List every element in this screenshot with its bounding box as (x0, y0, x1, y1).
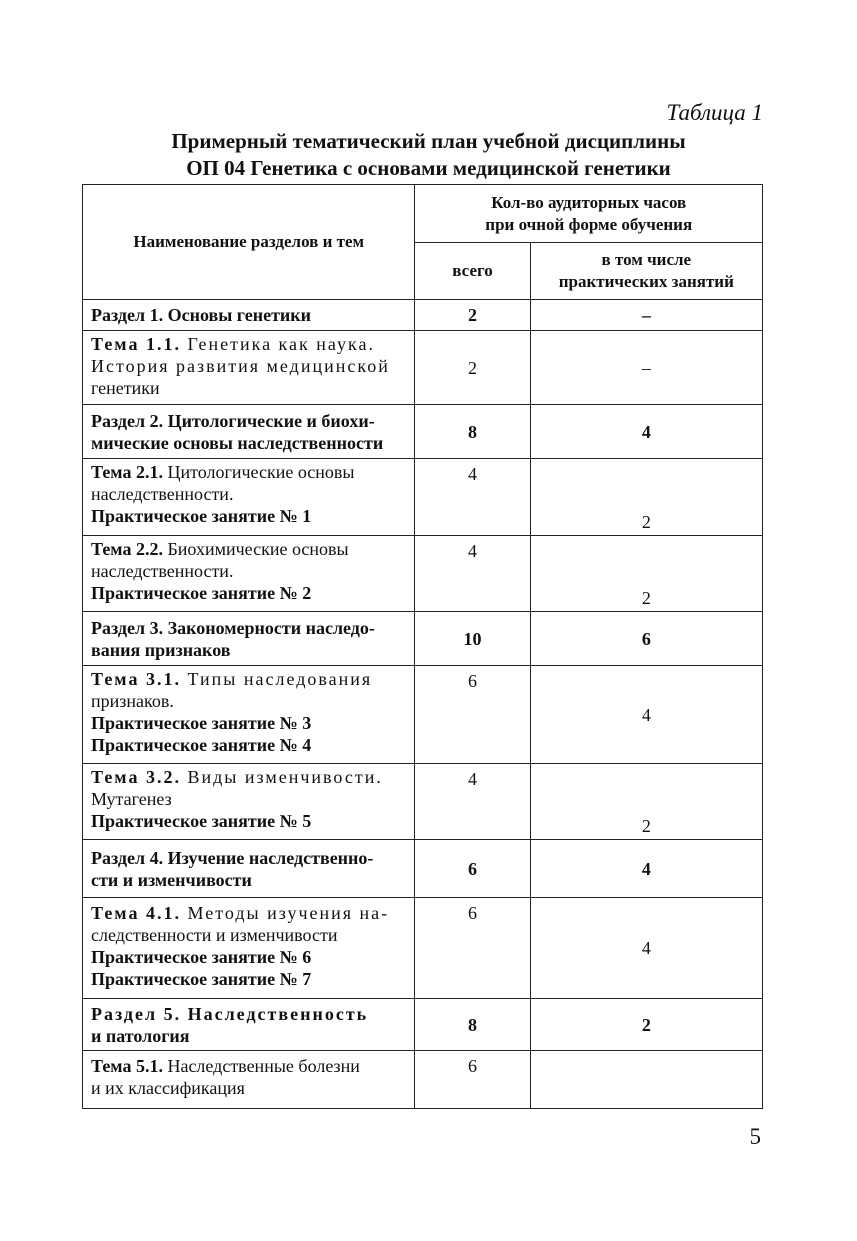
topic-title: История развития медицинской (91, 356, 390, 376)
topic-title: и их классификация (91, 1078, 245, 1098)
topic-number: Тема 2.2. (91, 539, 163, 559)
topic-title: Наследственные болезни (162, 1056, 360, 1076)
section-title: сти и изменчивости (91, 869, 252, 890)
practice-hours: 4 (530, 666, 762, 764)
total-hours: 4 (415, 536, 530, 612)
header-practice-column: в том числе практических занятий (530, 243, 762, 300)
topic-title: Цитологические основы (162, 462, 355, 482)
practice-hours: 2 (530, 459, 762, 536)
practice-hours (530, 1051, 762, 1109)
section-title: вания признаков (91, 639, 231, 660)
practical-lesson: Практическое занятие № 4 (91, 735, 312, 755)
topic-title: Типы наследования (180, 669, 373, 689)
header-total-column: всего (415, 243, 530, 300)
table-row (83, 1051, 763, 1109)
topic-number: Тема 3.2. (91, 767, 181, 787)
table-row (83, 331, 763, 405)
topic-title: генетики (91, 378, 160, 398)
topic-title: Методы изучения на- (180, 903, 390, 923)
table-row (83, 999, 763, 1051)
practice-hours: – (530, 331, 762, 405)
total-hours: 6 (415, 898, 530, 999)
total-hours: 8 (415, 999, 530, 1051)
thematic-plan-table (82, 184, 763, 1109)
total-hours: 4 (415, 459, 530, 536)
topic-title: наследственности. (91, 561, 234, 581)
topic-number: Тема 3.1. (91, 669, 181, 689)
table-caption: Таблица 1 (666, 100, 763, 125)
total-hours: 8 (415, 405, 530, 459)
table-row (83, 405, 763, 459)
header-name-column: Наименование разделов и тем (83, 185, 415, 300)
practice-hours: 2 (530, 764, 762, 840)
total-hours: 2 (415, 300, 530, 331)
section-title: мические основы наследственности (91, 432, 384, 453)
total-hours: 4 (415, 764, 530, 840)
page-number: 5 (749, 1124, 761, 1149)
table-row (83, 840, 763, 898)
practice-hours: 4 (530, 898, 762, 999)
document-title-line-2: ОП 04 Генетика с основами медицинской генетики (186, 156, 671, 180)
section-title: Раздел 1. Основы генетики (91, 305, 312, 325)
topic-title: Биохимические основы (162, 539, 349, 559)
practice-hours: 2 (530, 999, 762, 1051)
practical-lesson: Практическое занятие № 2 (91, 583, 312, 603)
section-title: и патология (91, 1025, 190, 1046)
total-hours: 2 (415, 331, 530, 405)
topic-number: Тема 4.1. (91, 903, 181, 923)
topic-title: Виды изменчивости. (180, 767, 383, 787)
table-row (83, 666, 763, 764)
topic-number: Тема 2.1. (91, 462, 163, 482)
section-title: Раздел 4. Изучение наследственно- (91, 847, 374, 868)
practical-lesson: Практическое занятие № 5 (91, 811, 312, 831)
practice-hours: 2 (530, 536, 762, 612)
total-hours: 6 (415, 1051, 530, 1109)
table-row (83, 536, 763, 612)
topic-title: признаков. (91, 691, 174, 711)
topic-title: наследственности. (91, 484, 234, 504)
header-hours-group: Кол-во аудиторных часов при очной форме обучения (415, 185, 763, 243)
practice-hours: 4 (530, 405, 762, 459)
section-title: Раздел 5. Наследственность (91, 1003, 369, 1024)
practical-lesson: Практическое занятие № 6 (91, 947, 312, 967)
practical-lesson: Практическое занятие № 1 (91, 506, 312, 526)
topic-number: Тема 5.1. (91, 1056, 163, 1076)
total-hours: 10 (415, 612, 530, 666)
practical-lesson: Практическое занятие № 3 (91, 713, 312, 733)
total-hours: 6 (415, 840, 530, 898)
section-title: Раздел 3. Закономерности наследо- (91, 617, 375, 638)
topic-title: Мутагенез (91, 789, 172, 809)
table-row (83, 612, 763, 666)
table-row (83, 459, 763, 536)
topic-title: Генетика как наука. (180, 334, 375, 354)
section-title: Раздел 2. Цитологические и биохи- (91, 410, 375, 431)
practical-lesson: Практическое занятие № 7 (91, 969, 312, 989)
document-title-line-1: Примерный тематический план учебной дисциплины (171, 129, 686, 153)
topic-title: следственности и изменчивости (91, 925, 338, 945)
practice-hours: 4 (530, 840, 762, 898)
total-hours: 6 (415, 666, 530, 764)
table-row (83, 764, 763, 840)
table-row (83, 898, 763, 999)
topic-number: Тема 1.1. (91, 334, 181, 354)
practice-hours: – (530, 300, 762, 331)
practice-hours: 6 (530, 612, 762, 666)
table-row (83, 300, 763, 331)
